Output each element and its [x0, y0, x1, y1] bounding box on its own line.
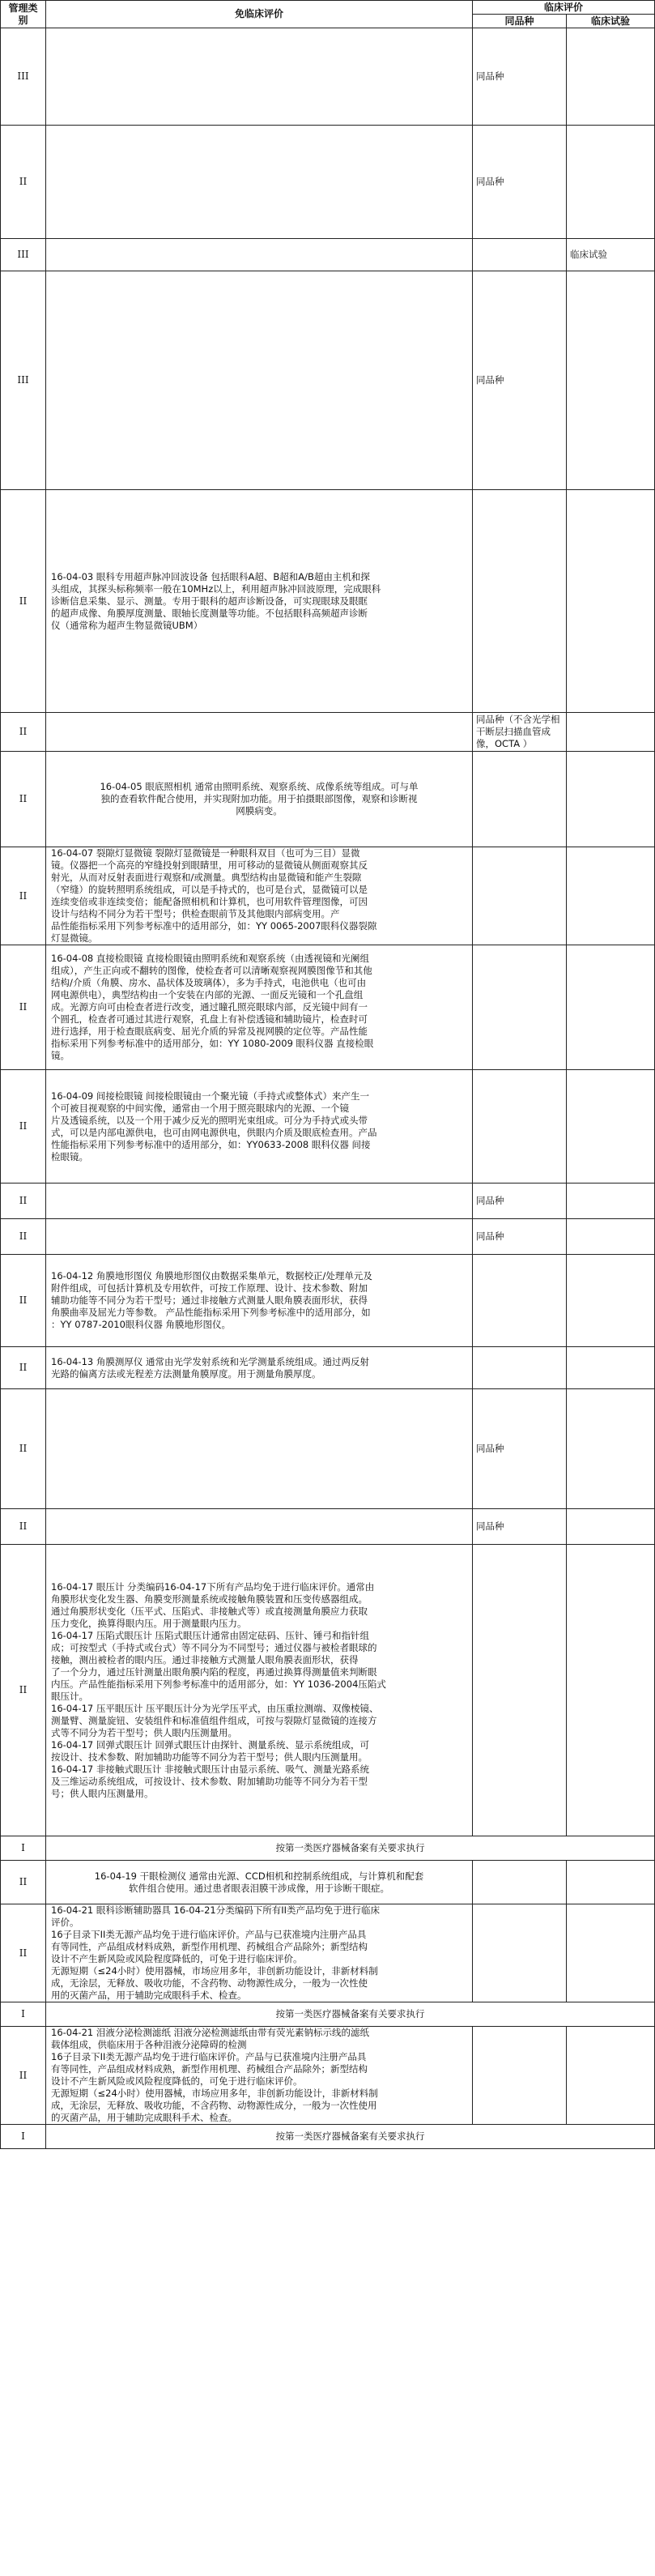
evaluation-text-line: 16-04-17 压陷式眼压计 压陷式眼压计通常由固定砝码、压针、锤弓和指针组: [51, 1629, 370, 1641]
evaluation-text-line: 评价。: [51, 1917, 79, 1928]
evaluation-text-line: 角膜曲率及屈光力等参数。 产品性能指标采用下列参考标准中的适用部分，如: [51, 1307, 371, 1318]
table-row: [1, 1861, 655, 1904]
evaluation-text-line: 成。光源方向可由检查者进行改变，通过瞳孔照亮眼球内部，反光镜中间有一: [51, 1001, 368, 1013]
evaluation-text-line: 16-04-07 裂隙灯显微镜 裂隙灯显微镜是一种眼科双目（也可为三目）显微: [51, 847, 360, 859]
clinical-trial-cell: [567, 1184, 655, 1219]
management-class-cell: II: [1, 713, 46, 752]
same-variety-cell: 同品种（不含光学相干断层扫描血管成像，OCTA ）: [473, 713, 567, 752]
clinical-trial-cell: [567, 1545, 655, 1836]
table-row: [1, 490, 655, 713]
header-clinical-evaluation: 临床评价: [473, 1, 655, 15]
evaluation-text-line: 镜。仪器把一个高亮的窄缝投射到眼睛里，用可移动的显微镜从侧面观察其反: [51, 859, 368, 871]
evaluation-text-line: 16-04-21 眼科诊断辅助器具 16-04-21分类编码下所有II类产品均免于进行临床: [51, 1904, 380, 1916]
evaluation-text-line: 16-04-09 间接检眼镜 间接检眼镜由一个聚光镜（手持式或整体式）来产生一: [51, 1090, 370, 1102]
management-class-cell: II: [1, 490, 46, 713]
clinical-trial-cell: [567, 1861, 655, 1904]
clinical-trial-cell: [567, 1347, 655, 1389]
table-row: [1, 239, 655, 271]
same-variety-cell: [473, 752, 567, 847]
management-class-cell: II: [1, 1904, 46, 2002]
same-variety-cell: [473, 847, 567, 945]
management-class-cell: II: [1, 1070, 46, 1184]
management-class-cell: II: [1, 847, 46, 945]
exempt-evaluation-cell: [46, 239, 473, 271]
clinical-trial-cell: [567, 1389, 655, 1509]
evaluation-text-line: 软件组合使用。通过患者眼表泪膜干涉成像，用于诊断干眼症。: [129, 1882, 389, 1894]
evaluation-text-line: 16-04-13 角膜测厚仪 通常由光学发射系统和光学测量系统组成。通过两反射: [51, 1355, 370, 1367]
table-row: [1, 1389, 655, 1509]
evaluation-text-line: 压力变化，换算得眼内压。用于测量眼内压力。: [51, 1617, 247, 1629]
evaluation-text-line: 镜。: [51, 1050, 70, 1061]
management-class-cell: II: [1, 1255, 46, 1347]
evaluation-text-line: 的灭菌产品，用于辅助完成眼科手术、检查。: [51, 2112, 237, 2123]
evaluation-text-line: 个圆孔，检查者可通过其进行观察，孔盘上有补偿透镜和辅助镜片，检查时可: [51, 1013, 368, 1025]
exempt-evaluation-cell: [46, 1070, 473, 1184]
evaluation-text-line: 性能指标采用下列参考标准中的适用部分，如：YY0633-2008 眼科仪器 间接: [51, 1138, 371, 1150]
evaluation-text-line: 网电源供电），典型结构由一个安装在内部的光源、一面反光镜和一个孔盘组: [51, 989, 364, 1000]
table-row: [1, 1347, 655, 1389]
exempt-evaluation-cell: [46, 1904, 473, 2002]
clinical-trial-cell: [567, 271, 655, 490]
same-variety-cell: 同品种: [473, 126, 567, 239]
evaluation-text-line: 诊断信息采集、显示、测量。专用于眼科的超声诊断设备，可实现眼球及眼眶: [51, 595, 368, 607]
evaluation-text-line: 灯显微镜。: [51, 932, 98, 944]
evaluation-text-line: 连续变倍或非连续变倍；能配备照相机和计算机，也可用软件管理图像，可因: [51, 896, 368, 907]
evaluation-text-line: 内压。产品性能指标采用下列参考标准中的适用部分，如：YY 1036-2004压陷式: [51, 1678, 386, 1690]
exempt-evaluation-cell: [46, 1347, 473, 1389]
same-variety-cell: 同品种: [473, 271, 567, 490]
same-variety-cell: 同品种: [473, 1509, 567, 1545]
table-row: [1, 752, 655, 847]
table-row: [1, 1184, 655, 1219]
same-variety-cell: 同品种: [473, 1219, 567, 1255]
exempt-evaluation-cell: [46, 1545, 473, 1836]
same-variety-cell: [473, 1070, 567, 1184]
management-class-cell: II: [1, 1347, 46, 1389]
exempt-evaluation-cell: [46, 752, 473, 847]
filing-requirement-cell: 按第一类医疗器械备案有关要求执行: [46, 1836, 655, 1861]
evaluation-text-line: （窄缝）的旋转照明系统组成，可以是手持式的，也可是台式，显微镜可以是: [51, 884, 368, 895]
management-class-cell: I: [1, 2125, 46, 2149]
clinical-trial-cell: [567, 2027, 655, 2125]
header-clinical-trial: 临床试验: [567, 15, 655, 28]
evaluation-text-line: 无源短期（≤24小时）使用器械，市场应用多年，非创新功能设计，非新材料制: [51, 2088, 378, 2099]
evaluation-text-line: 16-04-17 眼压计 分类编码16-04-17下所有产品均免于进行临床评价。通常由: [51, 1580, 375, 1593]
clinical-trial-cell: [567, 847, 655, 945]
header-management-class: 管理类别: [1, 1, 46, 28]
evaluation-text-line: 附件组成，可包括计算机及专用软件，可按工作原理、设计、技术参数、附加: [51, 1282, 368, 1294]
evaluation-text-line: 的超声成像、角膜厚度测量、眼轴长度测量等功能。不包括眼科高频超声诊断: [51, 607, 368, 619]
clinical-trial-cell: [567, 1509, 655, 1545]
evaluation-text-line: 接触，测出被检者的眼内压。通过非接触方式测量人眼角膜表面形状，获得: [51, 1653, 359, 1665]
clinical-trial-cell: [567, 28, 655, 126]
clinical-trial-cell: [567, 126, 655, 239]
evaluation-text-line: ：YY 0787-2010眼科仪器 角膜地形图仪。: [51, 1319, 232, 1330]
clinical-trial-cell: [567, 1219, 655, 1255]
exempt-evaluation-cell: [46, 126, 473, 239]
exempt-evaluation-cell: [46, 847, 473, 945]
same-variety-cell: [473, 1904, 567, 2002]
evaluation-text-line: 片及透镜系统，以及一个用于减少反光的照明光束组成。可分为手持式或头带: [51, 1114, 368, 1126]
evaluation-text-line: 光路的偏离方法或光程差方法测量角膜厚度。用于测量角膜厚度。: [51, 1367, 321, 1380]
evaluation-text-line: 16子目录下II类无源产品均免于进行临床评价。产品与已获准境内注册产品具: [51, 1929, 367, 1940]
filing-requirement-cell: 按第一类医疗器械备案有关要求执行: [46, 2125, 655, 2149]
evaluation-text-line: 了一个分力，通过压针测量出眼角膜内陷的程度，再通过换算得测量值来判断眼: [51, 1665, 377, 1678]
same-variety-cell: 同品种: [473, 1389, 567, 1509]
clinical-trial-cell: [567, 945, 655, 1070]
evaluation-text-line: 辅助功能等不同分为若干型号；通过非接触方式测量人眼角膜表面形状，获得: [51, 1294, 368, 1306]
clinical-trial-cell: [567, 1255, 655, 1347]
table-row: [1, 271, 655, 490]
same-variety-cell: 同品种: [473, 1184, 567, 1219]
evaluation-text-line: 独的查看软件配合使用，并实现附加功能。用于拍摄眼部图像，观察和诊断视: [100, 793, 418, 804]
evaluation-text-line: 及三维运动系统组成，可按设计、技术参数、附加辅助功能等不同分为若干型: [51, 1775, 368, 1787]
evaluation-text-line: 成；可按型式（手持式或台式）等不同分为不同型号；通过仪器与被检者眼球的: [51, 1641, 377, 1653]
table-row: [1, 126, 655, 239]
table-row: [1, 1219, 655, 1255]
evaluation-text-line: 角膜形状变化发生器、角膜变形测量系统或接触角膜装置和压变传感器组成。: [51, 1593, 368, 1605]
same-variety-cell: [473, 2027, 567, 2125]
evaluation-text-line: 测量臂、测量旋钮、安装组件和标准值组件组成，可按与裂隙灯显微镜的连接方: [51, 1714, 377, 1726]
evaluation-text-line: 通过角膜形状变化（压平式、压陷式、非接触式等）或直接测量角膜应力获取: [51, 1605, 368, 1617]
evaluation-text-line: 有等同性，产品组成材料成熟，新型作用机理、药械组合产品除外；新型结构: [51, 2063, 368, 2075]
same-variety-cell: 同品种: [473, 28, 567, 126]
evaluation-text-line: 成，无涂层，无释放、吸收功能，不含药物、动物源性成分，一般为一次性使用: [51, 2100, 377, 2111]
evaluation-text-line: 组成），产生正向或不翻转的图像，使检查者可以清晰观察视网膜图像节和其他: [51, 965, 372, 976]
evaluation-text-line: 成，无涂层，无释放、吸收功能，不含药物、动物源性成分，一般为一次性使: [51, 1977, 368, 1989]
clinical-trial-cell: [567, 1904, 655, 2002]
clinical-trial-cell: [567, 1070, 655, 1184]
exempt-evaluation-cell: [46, 713, 473, 752]
management-class-cell: II: [1, 126, 46, 239]
management-class-cell: II: [1, 945, 46, 1070]
same-variety-cell: [473, 239, 567, 271]
filing-requirement-cell: 按第一类医疗器械备案有关要求执行: [46, 2002, 655, 2027]
evaluation-text-line: 品性能指标采用下列参考标准中的适用部分，如：YY 0065-2007眼科仪器裂隙: [51, 920, 377, 932]
clinical-trial-cell: [567, 713, 655, 752]
same-variety-cell: [473, 1347, 567, 1389]
evaluation-text-line: 进行选择，用于检查眼底病变、屈光介质的异常及视网膜的定位等。产品性能: [51, 1026, 368, 1037]
evaluation-text-line: 载体组成，供临床用于各种泪液分泌障碍的检测: [51, 2039, 247, 2050]
exempt-evaluation-cell: [46, 1184, 473, 1219]
table-row: [1, 945, 655, 1070]
evaluation-text-line: 16-04-21 泪液分泌检测滤纸 泪液分泌检测滤纸由带有荧光素钠标示线的滤纸: [51, 2027, 370, 2038]
header-exempt-evaluation: 免临床评价: [46, 1, 473, 28]
evaluation-text-line: 仪（通常称为超声生物显微镜UBM）: [51, 619, 203, 631]
table-row: [1, 2125, 655, 2149]
exempt-evaluation-cell: [46, 2027, 473, 2125]
management-class-cell: II: [1, 2027, 46, 2125]
table-row: [1, 2027, 655, 2125]
evaluation-text-line: 16-04-17 回弹式眼压计 回弹式眼压计由探针、测量系统、显示系统组成，可: [51, 1738, 370, 1751]
table-row: [1, 1904, 655, 2002]
evaluation-text-line: 16-04-08 直接检眼镜 直接检眼镜由照明系统和观察系统（由透视镜和光阑组: [51, 953, 370, 964]
evaluation-text-line: 指标采用下列参考标准中的适用部分，如：YY 1080-2009 眼科仪器 直接检眼: [51, 1038, 374, 1049]
clinical-trial-cell: 临床试验: [567, 239, 655, 271]
exempt-evaluation-cell: [46, 945, 473, 1070]
management-class-cell: I: [1, 1836, 46, 1861]
management-class-cell: II: [1, 1509, 46, 1545]
evaluation-text-line: 个可被目视观察的中间实像，通常由一个用于照亮眼球内的光源、一个镜: [51, 1102, 349, 1114]
evaluation-text-line: 式等不同分为若干型号；供人眼内压测量用。: [51, 1726, 237, 1738]
exempt-evaluation-cell: [46, 1219, 473, 1255]
evaluation-text-line: 16-04-17 非接触式眼压计 非接触式眼压计由显示系统、吸气、测量光路系统: [51, 1763, 370, 1775]
exempt-evaluation-cell: [46, 1255, 473, 1347]
table-row: [1, 713, 655, 752]
same-variety-cell: [473, 945, 567, 1070]
table-row: [1, 1255, 655, 1347]
evaluation-text-line: 设计不产生新风险或风险程度降低的，可免于进行临床评价。: [51, 1953, 303, 1964]
evaluation-text-line: 16-04-05 眼底照相机 通常由照明系统、观察系统、成像系统等组成。可与单: [100, 781, 419, 792]
exempt-evaluation-cell: [46, 1509, 473, 1545]
table-row: [1, 1070, 655, 1184]
management-class-cell: II: [1, 1219, 46, 1255]
exempt-evaluation-cell: [46, 1389, 473, 1509]
management-class-cell: II: [1, 1861, 46, 1904]
evaluation-text-line: 16-04-12 角膜地形图仪 角膜地形图仪由数据采集单元，数据校正/处理单元及: [51, 1270, 372, 1282]
management-class-cell: I: [1, 2002, 46, 2027]
evaluation-text-line: 16-04-19 干眼检测仪 通常由光源、CCD相机和控制系统组成，与计算机和配套: [94, 1870, 424, 1882]
evaluation-text-line: 眼压计。: [51, 1690, 88, 1702]
evaluation-text-line: 用的灭菌产品，用于辅助完成眼科手术、检查。: [51, 1990, 247, 2001]
management-class-cell: II: [1, 1184, 46, 1219]
evaluation-text-line: 无源短期（≤24小时）使用器械，市场应用多年，非创新功能设计，非新材料制: [51, 1965, 378, 1977]
management-class-cell: II: [1, 752, 46, 847]
evaluation-text-line: 号；供人眼内压测量用。: [51, 1787, 154, 1799]
evaluation-text-line: 16-04-03 眼科专用超声脉冲回波设备 包括眼科A超、B超和A/B超由主机和探: [51, 570, 370, 582]
exempt-evaluation-cell: [46, 1861, 473, 1904]
clinical-trial-cell: [567, 490, 655, 713]
management-class-cell: III: [1, 28, 46, 126]
exempt-evaluation-cell: [46, 28, 473, 126]
table-row: [1, 1836, 655, 1861]
management-class-cell: II: [1, 1389, 46, 1509]
evaluation-text-line: 按设计、技术参数、附加辅助功能等不同分为若干型号；供人眼内压测量用。: [51, 1751, 368, 1763]
exempt-evaluation-cell: [46, 271, 473, 490]
evaluation-text-line: 头组成，其探头标称频率一般在10MHz以上，利用超声脉冲回波原理，完成眼科: [51, 582, 381, 595]
same-variety-cell: [473, 1255, 567, 1347]
clinical-trial-cell: [567, 752, 655, 847]
evaluation-text-line: 检眼镜。: [51, 1150, 88, 1162]
evaluation-text-line: 射光，从而对反射表面进行观察和/或测量。典型结构由显微镜和能产生裂隙: [51, 872, 362, 883]
same-variety-cell: [473, 1545, 567, 1836]
evaluation-text-line: 式，可以是内部电源供电，也可由网电源供电，供眼内介质及眼底检查用。产品: [51, 1126, 377, 1138]
table-row: [1, 1509, 655, 1545]
same-variety-cell: [473, 1861, 567, 1904]
evaluation-text-line: 结构/介质（角膜、房水、晶状体及玻璃体），多为手持式，电池供电（也可由: [51, 977, 367, 988]
management-class-cell: III: [1, 271, 46, 490]
table-row: [1, 1545, 655, 1836]
table-row: [1, 2002, 655, 2027]
table-row: [1, 28, 655, 126]
evaluation-text-line: 16子目录下II类无源产品均免于进行临床评价。产品与已获准境内注册产品具: [51, 2051, 367, 2062]
evaluation-text-line: 网膜病变。: [236, 805, 283, 817]
exempt-evaluation-cell: [46, 490, 473, 713]
management-class-cell: II: [1, 1545, 46, 1836]
evaluation-text-line: 16-04-17 压平眼压计 压平眼压计分为光学压平式，由压重拉测端、双像棱镜、: [51, 1702, 379, 1714]
header-same-variety: 同品种: [473, 15, 567, 28]
management-class-cell: III: [1, 239, 46, 271]
same-variety-cell: [473, 490, 567, 713]
table-row: [1, 847, 655, 945]
evaluation-text-line: 设计与结构不同分为若干型号；供检查眼前节及其他眼内部病变用。产: [51, 908, 340, 919]
evaluation-text-line: 设计不产生新风险或风险程度降低的，可免于进行临床评价。: [51, 2075, 303, 2087]
evaluation-text-line: 有等同性，产品组成材料成熟，新型作用机理、药械组合产品除外；新型结构: [51, 1941, 368, 1952]
